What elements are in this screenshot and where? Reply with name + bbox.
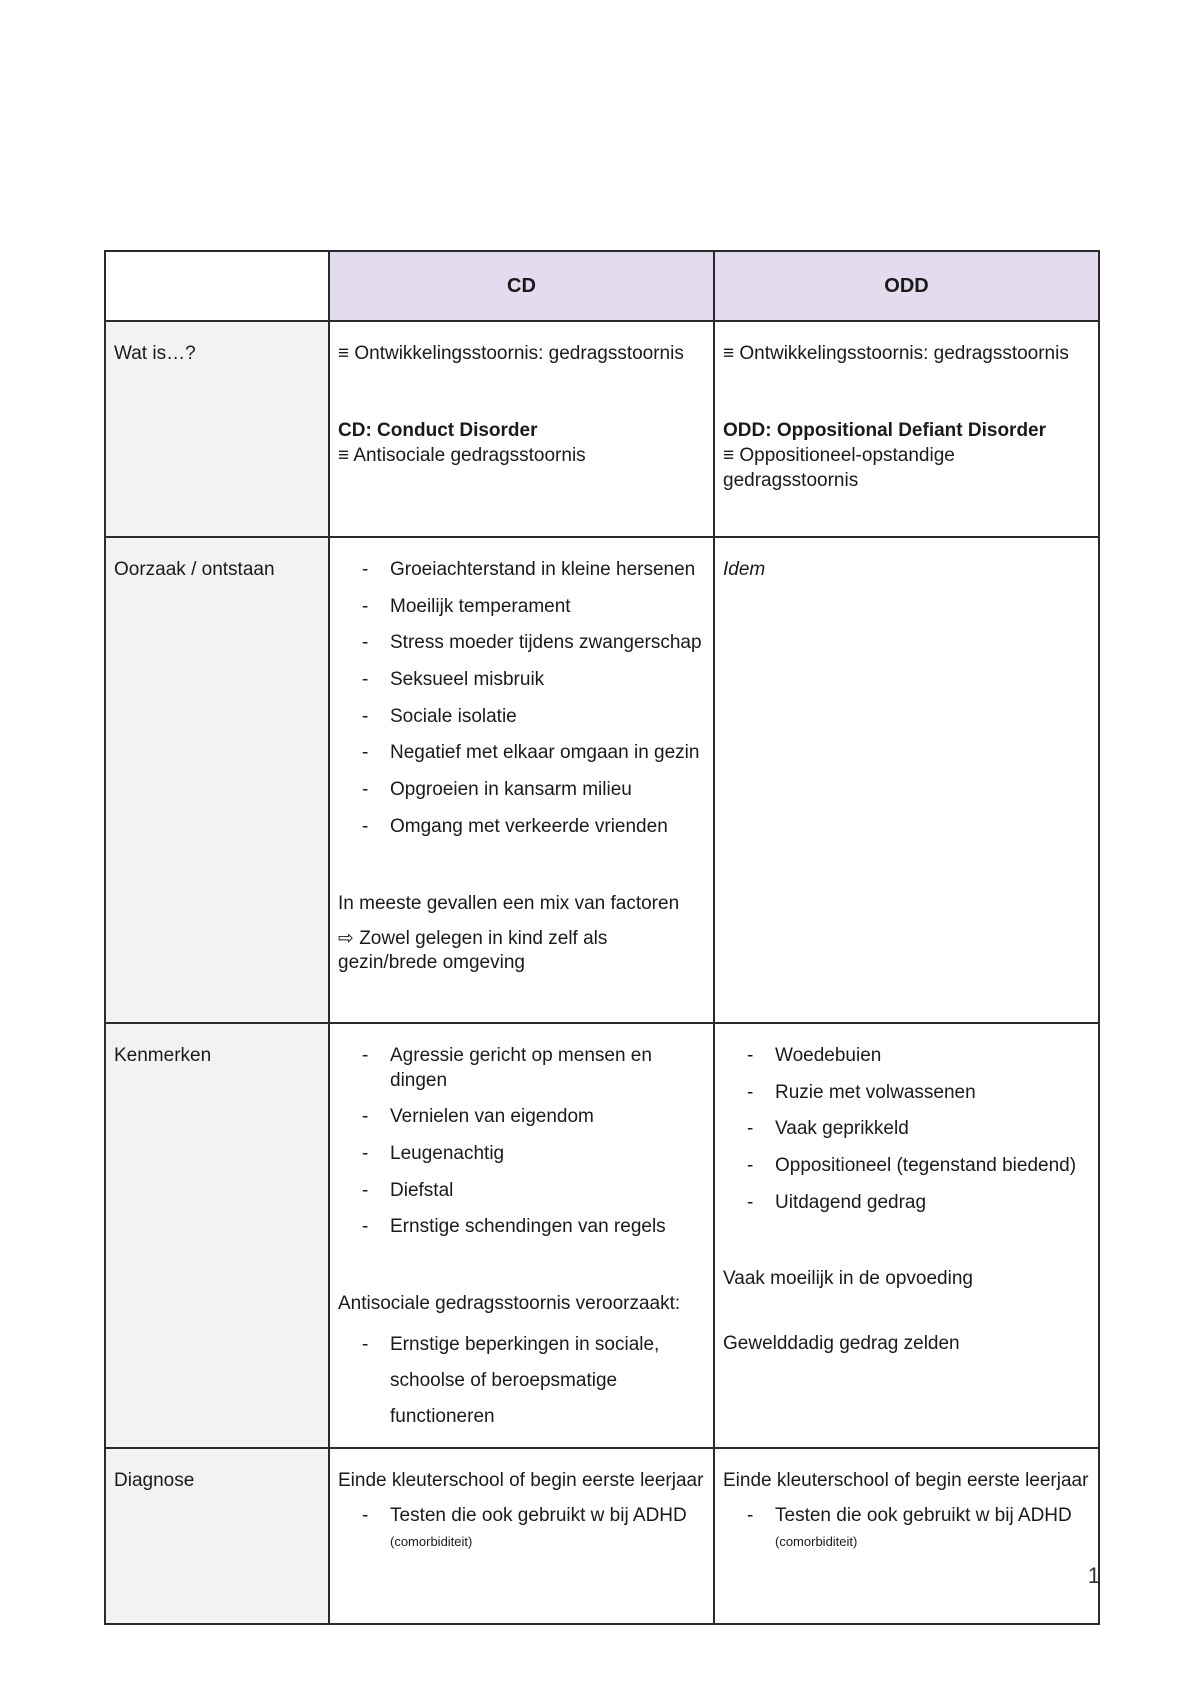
page-number: 1 (1087, 1563, 1100, 1588)
diagnosis-comorbidity-note: (comorbiditeit) (775, 1534, 858, 1550)
list-item: - Uitdagend gedrag (723, 1191, 1090, 1216)
cd-features-cell (329, 1023, 714, 1448)
odd-diagnosis-timing: Einde kleuterschool of begin eerste leerjaar (723, 1470, 1089, 1492)
header-corner-cell (105, 251, 329, 321)
cd-features-list (338, 1044, 705, 1240)
cd-dutch-name: ≡ Antisociale gedragsstoornis (338, 445, 586, 466)
diagnosis-test-text: Testen die ook gebruikt w bij ADHD (775, 1505, 1072, 1527)
list-item: - Ruzie met volwassenen (723, 1081, 1090, 1106)
list-item: - Vernielen van eigendom (338, 1105, 705, 1130)
odd-cause-idem: Idem (723, 559, 766, 580)
odd-what-is-cell (714, 321, 1099, 537)
list-item: - Sociale isolatie (338, 705, 705, 730)
row-cause (105, 537, 1099, 1023)
list-item: - Vaak geprikkeld (723, 1117, 1090, 1142)
list-item: - Oppositioneel (tegenstand biedend) (723, 1154, 1090, 1179)
row-label-text: Diagnose (114, 1470, 195, 1492)
header-row (105, 251, 1099, 321)
odd-feature-note-violence: Gewelddadig gedrag zelden (723, 1333, 960, 1355)
cd-cause-cell (329, 537, 714, 1023)
list-item: - Agressie gericht op mensen en dingen (338, 1044, 705, 1093)
diagnosis-comorbidity-note: (comorbiditeit) (390, 1534, 473, 1550)
cd-definition-line: ≡ Ontwikkelingsstoornis: gedragsstoornis (338, 343, 684, 364)
cd-cause-conclusion: ⇨ Zowel gelegen in kind zelf als gezin/brede omgeving (338, 927, 608, 974)
cd-full-name: CD: Conduct Disorder (338, 420, 538, 441)
list-item: - Omgang met verkeerde vrienden (338, 815, 705, 840)
row-label-text: Kenmerken (114, 1045, 212, 1066)
odd-definition-line: ≡ Ontwikkelingsstoornis: gedragsstoornis (723, 343, 1069, 364)
odd-diagnosis-cell (714, 1448, 1099, 1624)
list-item: - Stress moeder tijdens zwangerschap (338, 631, 705, 656)
odd-features-cell (714, 1023, 1099, 1448)
cd-cause-list (338, 558, 705, 840)
row-label-text: Wat is…? (114, 343, 196, 364)
cd-cause-summary: In meeste gevallen een mix van factoren (338, 892, 680, 914)
list-item: - Ernstige beperkingen in sociale, schoolse of beroepsmatige functioneren (338, 1327, 705, 1435)
odd-dutch-name: ≡ Oppositioneel-opstandige gedragsstoornis (723, 445, 955, 491)
list-item (338, 1504, 705, 1553)
row-label-text: Oorzaak / ontstaan (114, 559, 275, 580)
list-item: - Ernstige schendingen van regels (338, 1215, 705, 1240)
row-features (105, 1023, 1099, 1448)
list-item (723, 1504, 1090, 1553)
cd-caused-heading: Antisociale gedragsstoornis veroorzaakt: (338, 1293, 681, 1315)
list-item: - Seksueel misbruik (338, 668, 705, 693)
list-item: - Leugenachtig (338, 1142, 705, 1167)
cd-what-is-cell (329, 321, 714, 537)
list-item: - Negatief met elkaar omgaan in gezin (338, 741, 705, 766)
odd-feature-note-upbringing: Vaak moeilijk in de opvoeding (723, 1268, 973, 1290)
row-label-cause (105, 537, 329, 1023)
list-item: - Moeilijk temperament (338, 595, 705, 620)
cd-diagnosis-timing: Einde kleuterschool of begin eerste leerjaar (338, 1470, 704, 1492)
row-label-features (105, 1023, 329, 1448)
cd-caused-list (338, 1327, 705, 1435)
row-label-what-is (105, 321, 329, 537)
odd-diagnosis-list (723, 1504, 1090, 1553)
diagnosis-test-text: Testen die ook gebruikt w bij ADHD (390, 1505, 687, 1527)
header-cd: CD (329, 251, 714, 321)
row-diagnosis (105, 1448, 1099, 1624)
cd-diagnosis-cell (329, 1448, 714, 1624)
odd-cause-cell (714, 537, 1099, 1023)
row-label-diagnosis (105, 1448, 329, 1624)
list-item: - Groeiachterstand in kleine hersenen (338, 558, 705, 583)
list-item: - Woedebuien (723, 1044, 1090, 1069)
cd-diagnosis-list (338, 1504, 705, 1553)
list-item: - Opgroeien in kansarm milieu (338, 778, 705, 803)
row-what-is (105, 321, 1099, 537)
list-item: - Diefstal (338, 1179, 705, 1204)
odd-features-list (723, 1044, 1090, 1215)
comparison-table (104, 250, 1100, 1625)
header-odd: ODD (714, 251, 1099, 321)
odd-full-name: ODD: Oppositional Defiant Disorder (723, 420, 1047, 441)
